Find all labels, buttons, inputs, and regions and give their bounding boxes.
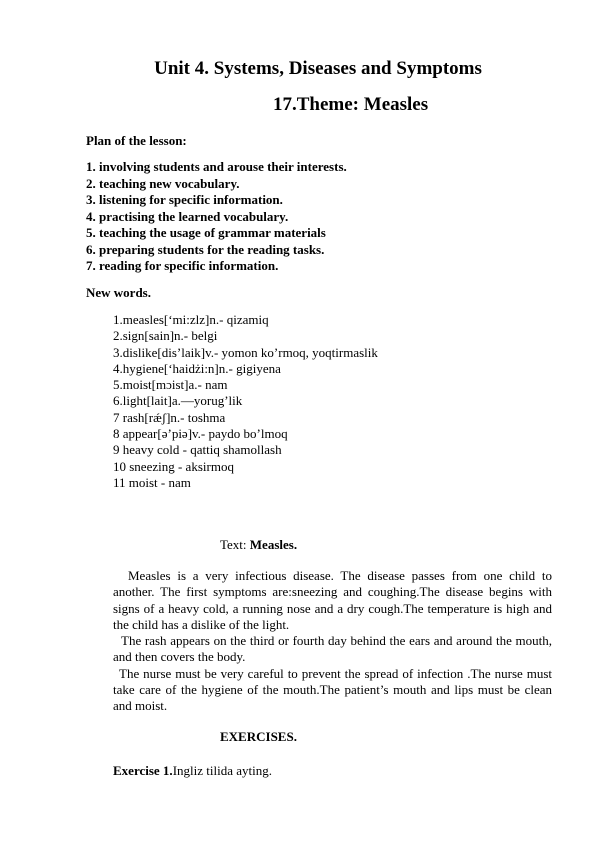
- vocabulary-item: 2.sign[sain]n.- belgi: [113, 328, 218, 344]
- text-label: Text:: [220, 537, 250, 552]
- vocabulary-item: 5.moist[mɔist]a.- nam: [113, 377, 228, 393]
- exercises-heading: EXERCISES.: [220, 729, 297, 744]
- vocabulary-item: 10 sneezing - aksirmoq: [113, 458, 234, 474]
- plan-item: 4. practising the learned vocabulary.: [86, 208, 289, 224]
- vocabulary-item: 3.dislike[dis’laik]v.- yomon ko’rmoq, yoqtirmaslik: [113, 344, 378, 360]
- plan-list: [86, 159, 347, 275]
- vocabulary-item: 11 moist - nam: [113, 474, 191, 490]
- plan-item: 1. involving students and arouse their interests.: [86, 159, 347, 174]
- exercise-1-text: Ingliz tilida ayting.: [172, 763, 272, 778]
- vocabulary-item: 9 heavy cold - qattiq shamollash: [113, 442, 282, 458]
- plan-item: 2. teaching new vocabulary.: [86, 175, 240, 191]
- text-title: Measles.: [249, 537, 298, 552]
- reading-passage: [113, 568, 552, 715]
- unit-title: Unit 4. Systems, Diseases and Symptoms: [154, 58, 482, 79]
- passage-paragraph: The rash appears on the third or fourth day behind the ears and around the mouth, and then covers the body.: [113, 633, 552, 665]
- exercise-1-label: Exercise 1.: [113, 763, 173, 778]
- plan-item: 6. preparing students for the reading tasks.: [86, 241, 325, 257]
- vocabulary-list: [113, 312, 378, 491]
- vocabulary-item: 6.light[lait]a.—yorug’lik: [113, 393, 243, 409]
- vocabulary-item: 4.hygiene[‘haidżi:n]n.- gigiyena: [113, 360, 281, 376]
- plan-heading: Plan of the lesson:: [86, 133, 187, 148]
- passage-paragraph: Measles is a very infectious disease. The disease passes from one child to another. The first symptoms are:sneezing and coughing.The disease begins with signs of a heavy cold, a running nose and a dry cough.The temperature is high and the child has a dislike of the light.: [113, 568, 552, 632]
- exercise-1: [113, 763, 272, 779]
- vocabulary-item: 1.measles[‘mi:zlz]n.- qizamiq: [113, 312, 269, 327]
- new-words-heading: New words.: [86, 285, 151, 300]
- vocabulary-item: 8 appear[ə’piə]v.- paydo bo’lmoq: [113, 426, 288, 442]
- passage-paragraph: The nurse must be very careful to prevent the spread of infection .The nurse must take care of the hygiene of the mouth.The patient’s mouth and lips must be clean and moist.: [113, 665, 552, 714]
- plan-item: 7. reading for specific information.: [86, 258, 279, 273]
- vocabulary-item: 7 rash[rǽʃ]n.- toshma: [113, 409, 226, 425]
- theme-title: 17.Theme: Measles: [273, 94, 429, 115]
- plan-item: 5. teaching the usage of grammar materials: [86, 225, 326, 240]
- text-heading: [220, 537, 297, 553]
- plan-item: 3. listening for specific information.: [86, 192, 283, 207]
